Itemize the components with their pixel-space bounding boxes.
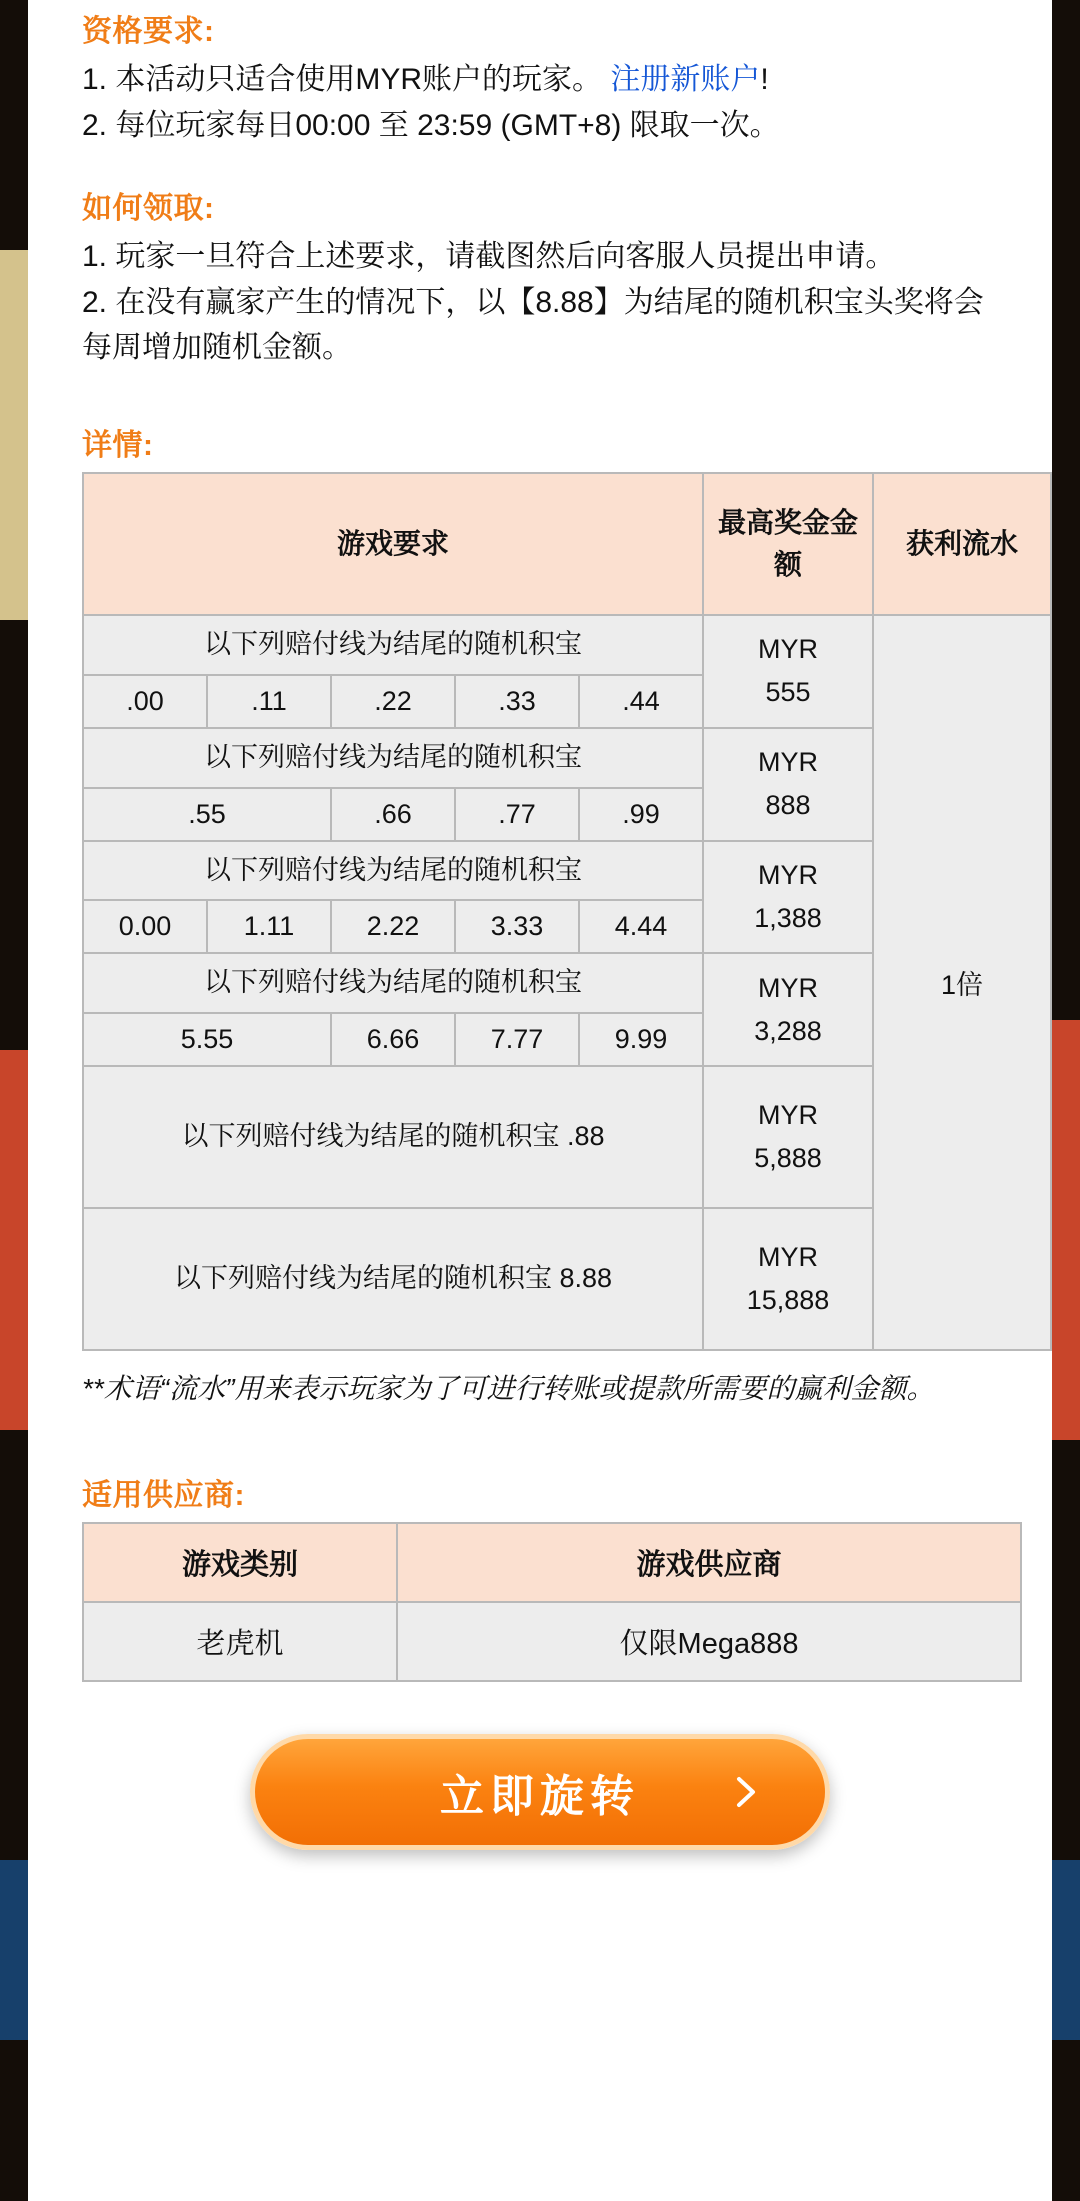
eligibility-title: 资格要求: [82, 15, 215, 48]
details-title: 详情: [82, 428, 154, 462]
turnover-note: **术语“流水”用来表示玩家为了可进行转账或提款所需要的赢利金额。 [82, 1373, 935, 1405]
row-5-amount: 5,888 [754, 1143, 822, 1174]
header-turnover: 获利流水 [873, 473, 1051, 615]
table-row [83, 1602, 1021, 1681]
row-1-line-2: .11 [207, 675, 331, 728]
row-2-line-1: .55 [83, 788, 331, 841]
row-3-prize [703, 841, 873, 954]
row-3-amount: 1,388 [754, 902, 822, 933]
row-2-currency: MYR [758, 746, 818, 777]
row-2-line-2: .66 [331, 788, 455, 841]
row-1-requirement: 以下列赔付线为结尾的随机积宝 [83, 615, 703, 675]
promotion-card [28, 0, 1052, 2201]
table-row [83, 615, 1051, 675]
row-1-currency: MYR [758, 634, 818, 665]
provider-row-provider: 仅限Mega888 [397, 1602, 1021, 1681]
row-5-currency: MYR [758, 1099, 818, 1130]
row-4-line-3: 7.77 [455, 1013, 579, 1066]
row-3-line-5: 4.44 [579, 900, 703, 953]
row-1-prize [703, 615, 873, 728]
row-6-prize [703, 1208, 873, 1350]
how-to-claim-title: 如何领取: [82, 191, 215, 225]
providers-header-row [83, 1523, 1021, 1602]
header-game-provider: 游戏供应商 [397, 1523, 1021, 1602]
row-1-line-3: .22 [331, 675, 455, 728]
row-4-requirement: 以下列赔付线为结尾的随机积宝 [83, 953, 703, 1013]
eligibility-item-1 [82, 58, 1026, 102]
header-game-category: 游戏类别 [83, 1523, 397, 1602]
row-5-requirement: 以下列赔付线为结尾的随机积宝 .88 [83, 1066, 703, 1208]
turnover-value: 1倍 [873, 615, 1051, 1350]
spin-now-label: 立即旋转 [440, 1771, 640, 1821]
eligibility-item-1-suffix: ! [760, 63, 769, 96]
table-header-row [83, 473, 1051, 615]
row-2-line-4: .99 [579, 788, 703, 841]
row-6-currency: MYR [758, 1241, 818, 1272]
providers-table [82, 1522, 1022, 1682]
row-1-line-4: .33 [455, 675, 579, 728]
row-2-requirement: 以下列赔付线为结尾的随机积宝 [83, 728, 703, 788]
row-2-prize [703, 728, 873, 841]
row-4-line-4: 9.99 [579, 1013, 703, 1066]
row-2-amount: 888 [765, 790, 811, 821]
details-table [82, 472, 1052, 1351]
row-3-line-1: 0.00 [83, 900, 207, 953]
register-new-account-link[interactable]: 注册新账户 [610, 63, 761, 96]
row-1-line-1: .00 [83, 675, 207, 728]
row-3-requirement: 以下列赔付线为结尾的随机积宝 [83, 841, 703, 901]
row-3-currency: MYR [758, 859, 818, 890]
row-4-currency: MYR [758, 972, 818, 1003]
row-4-line-2: 6.66 [331, 1013, 455, 1066]
row-4-amount: 3,288 [754, 1015, 822, 1046]
row-4-line-1: 5.55 [83, 1013, 331, 1066]
row-6-requirement: 以下列赔付线为结尾的随机积宝 8.88 [83, 1208, 703, 1350]
provider-row-category: 老虎机 [83, 1602, 397, 1681]
chevron-right-icon [729, 1775, 763, 1809]
header-game-requirement: 游戏要求 [83, 473, 703, 615]
row-3-line-3: 2.22 [331, 900, 455, 953]
row-1-line-5: .44 [579, 675, 703, 728]
cta-container [54, 1734, 1026, 1850]
how-to-claim-item-2: 2. 在没有赢家产生的情况下，以【8.88】为结尾的随机积宝头奖将会每周增加随机金额。 [82, 286, 984, 364]
eligibility-item-2: 2. 每位玩家每日00:00 至 23:59 (GMT+8) 限取一次。 [82, 109, 780, 143]
row-1-amount: 555 [765, 677, 811, 708]
row-3-line-4: 3.33 [455, 900, 579, 953]
header-max-prize: 最高奖金金额 [703, 473, 873, 615]
providers-title: 适用供应商: [82, 1478, 245, 1512]
row-4-prize [703, 953, 873, 1066]
spin-now-button[interactable] [250, 1734, 830, 1850]
how-to-claim-item-1: 1. 玩家一旦符合上述要求，请截图然后向客服人员提出申请。 [82, 239, 896, 273]
row-3-line-2: 1.11 [207, 900, 331, 953]
eligibility-item-1-text: 1. 本活动只适合使用MYR账户的玩家。 [82, 63, 603, 96]
row-2-line-3: .77 [455, 788, 579, 841]
row-5-prize [703, 1066, 873, 1208]
row-6-amount: 15,888 [746, 1285, 830, 1316]
